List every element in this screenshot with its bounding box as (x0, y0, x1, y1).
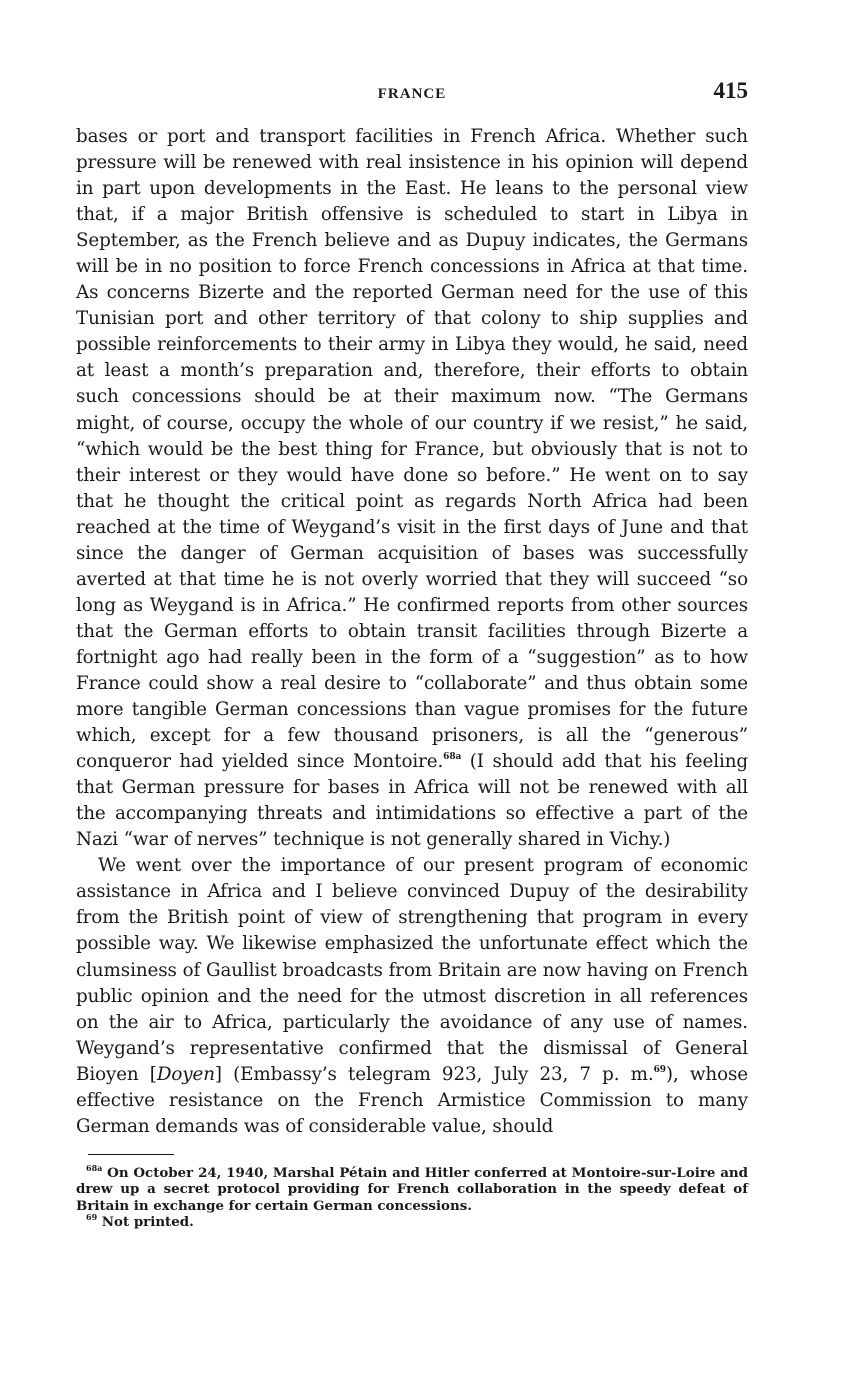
footnote-marker: 69 (86, 1212, 98, 1223)
footnote-text: On October 24, 1940, Marshal Pétain and Hitler conferred at Montoire-sur-Loire and drew up a secret protocol providing for French collaboration in the speedy defeat of Britain in exchange for certain German concessions. (76, 1164, 748, 1214)
footnote-68a (76, 1162, 748, 1215)
paragraph-1-text-a: bases or port and transport facilities in French Africa. Whether such pressure will be renewed with real insistence in his opinion will depend in part upon developments in the East. He leans to the personal view that, if a major British offensive is scheduled to start in Libya in September, as the French believe and as Dupuy indicates, the Germans will be in no position to force French concessions in Africa at that time. As concerns Bizerte and the reported German need for the use of this Tunisian port and other territory of that colony to ship supplies and possible reinforcements to their army in Libya they would, he said, need at least a month’s preparation and, therefore, their efforts to obtain such concessions should be at their maximum now. “The Germans might, of course, occupy the whole of our country if we resist,” he said, “which would be the best thing for France, but obviously that is not to their interest or they would have done so before.” He went on to say that he thought the critical point as regards North Africa had been reached at the time of Weygand’s visit in the first days of June and that since the danger of German acquisition of bases was successfully averted at that time he is not overly worried that they will succeed “so long as Weygand is in Africa.” He confirmed reports from other sources that the German efforts to obtain transit facilities through Bizerte a fortnight ago had really been in the form of a “suggestion” as to how France could show a real desire to “collaborate” and thus obtain some more tangible German concessions than vague promises for the future which, except for a few thousand prisoners, is all the “generous” conqueror had yielded since Montoire. (76, 126, 748, 773)
footnote-ref-69: 69 (653, 1064, 666, 1075)
body-text (76, 124, 748, 1140)
page-number: 415 (713, 78, 748, 103)
paragraph-2-text-a: We went over the importance of our present program of economic assistance in Africa and I believe convinced Dupuy of the desirability from the British point of view of strengthening that program in every possible way. We likewise emphasized the unfortunate effect which the clumsiness of Gaullist broadcasts from Britain are now having on French public opinion and the need for the utmost discretion in all references on the air to Africa, particularly the avoidance of any use of names. Weygand’s representative confirmed that the dismissal of General Bioyen [ (76, 855, 748, 1085)
paragraph-1-text-b: (I should add that his feeling that German pressure for bases in Africa will not be renewed with all the accompanying threats and intimidations so effective a part of the Nazi “war of nerves” technique is not generally shared in Vichy.) (76, 751, 748, 851)
editorial-correction: Doyen (156, 1063, 215, 1085)
footnote-69 (76, 1214, 748, 1231)
paragraph-2-text-b: ] (Embassy’s telegram 923, July 23, 7 p. m. (214, 1063, 654, 1085)
paragraph-1 (76, 124, 748, 853)
footnote-marker: 68a (86, 1162, 103, 1173)
page-header (76, 74, 748, 108)
footnote-divider (88, 1154, 174, 1155)
footnote-text: Not printed. (97, 1214, 194, 1231)
footnotes (76, 1162, 748, 1231)
document-page (76, 74, 748, 1231)
paragraph-2 (76, 853, 748, 1140)
paragraph-2-text-c: ), whose effective resistance on the French Armistice Commission to many German demands was of considerable value, should (76, 1063, 748, 1137)
running-head: FRANCE (377, 86, 447, 102)
footnote-ref-68a: 68a (443, 752, 462, 763)
